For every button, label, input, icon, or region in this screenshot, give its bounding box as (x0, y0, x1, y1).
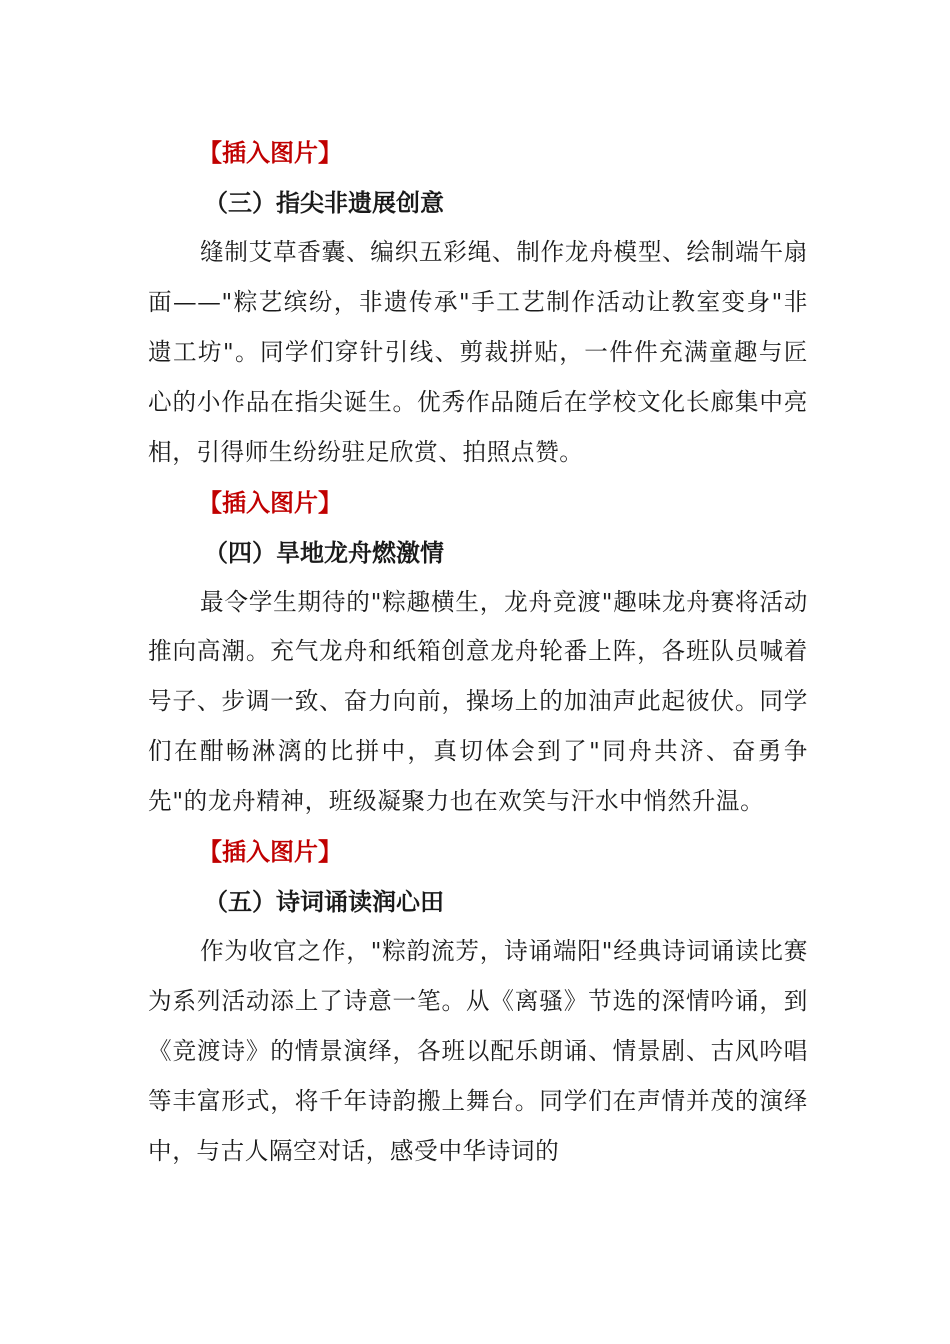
section-paragraph-4: 最令学生期待的"粽趣横生，龙舟竞渡"趣味龙舟赛将活动推向高潮。充气龙舟和纸箱创意龙舟轮番上阵，各班队员喊着号子、步调一致、奋力向前，操场上的加油声此起彼伏。同学们在酣畅淋漓的比拼中，真切体会到了"同舟共济、奋勇争先"的龙舟精神，班级凝聚力也在欢笑与汗水中悄然升温。 (148, 587, 808, 816)
section-heading-4: （四）旱地龙舟燃激情 (204, 538, 444, 567)
section-paragraph-3: 缝制艾草香囊、编织五彩绳、制作龙舟模型、绘制端午扇面——"粽艺缤纷，非遗传承"手工艺制作活动让教室变身"非遗工坊"。同学们穿针引线、剪裁拼贴，一件件充满童趣与匠心的小作品在指尖诞生。优秀作品随后在学校文化长廊集中亮相，引得师生纷纷驻足欣赏、拍照点赞。 (148, 238, 808, 466)
insert-image-placeholder: 【插入图片】 (198, 488, 342, 517)
insert-image-placeholder: 【插入图片】 (198, 838, 342, 867)
insert-image-placeholder: 【插入图片】 (198, 139, 342, 167)
section-heading-3: （三）指尖非遗展创意 (204, 189, 444, 217)
section-heading-5: （五）诗词诵读润心田 (204, 888, 444, 917)
document-page (148, 128, 808, 1177)
section-paragraph-5: 作为收官之作，"粽韵流芳，诗诵端阳"经典诗词诵读比赛为系列活动添上了诗意一笔。从《离骚》节选的深情吟诵，到《竞渡诗》的情景演绎，各班以配乐朗诵、情景剧、古风吟唱等丰富形式，将千年诗韵搬上舞台。同学们在声情并茂的演绎中，与古人隔空对话，感受中华诗词的 (148, 937, 808, 1165)
